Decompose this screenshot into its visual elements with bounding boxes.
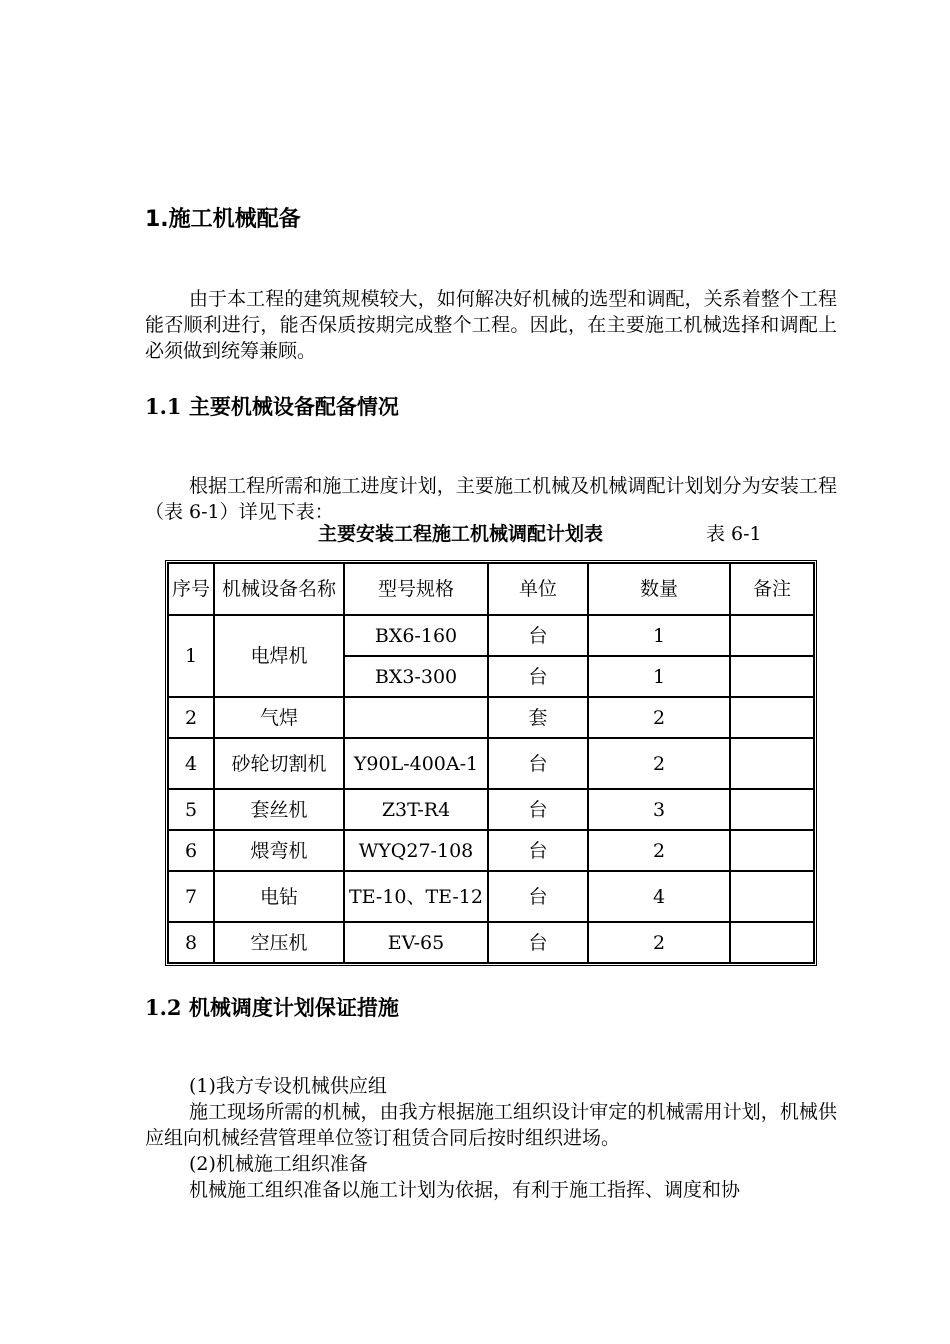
- cell-no: 2: [168, 697, 214, 738]
- cell-model: WYQ27-108: [344, 830, 488, 871]
- cell-note: [730, 871, 814, 922]
- cell-unit: 台: [488, 789, 588, 830]
- cell-qty: 2: [588, 738, 730, 789]
- equipment-table-container: [165, 560, 817, 966]
- cell-name: 空压机: [214, 922, 344, 963]
- table-row: [168, 830, 814, 871]
- table-row: [168, 615, 814, 656]
- section-heading-1-1: 1.1 主要机械设备配备情况: [145, 394, 399, 419]
- cell-no: 5: [168, 789, 214, 830]
- cell-model: BX6-160: [344, 615, 488, 656]
- section-heading-1: 1.施工机械配备: [145, 207, 301, 232]
- cell-qty: 2: [588, 830, 730, 871]
- cell-unit: 台: [488, 656, 588, 697]
- table-row: [168, 789, 814, 830]
- equipment-table: [165, 560, 817, 966]
- item2-title: (2)机械施工组织准备: [189, 1153, 368, 1175]
- cell-name: 套丝机: [214, 789, 344, 830]
- cell-note: [730, 830, 814, 871]
- col-header-no: 序号: [168, 563, 214, 615]
- cell-unit: 台: [488, 922, 588, 963]
- cell-note: [730, 789, 814, 830]
- cell-no: 6: [168, 830, 214, 871]
- cell-model: [344, 697, 488, 738]
- cell-model: TE-10、TE-12: [344, 871, 488, 922]
- cell-qty: 3: [588, 789, 730, 830]
- cell-model: Z3T-R4: [344, 789, 488, 830]
- cell-name: 电钻: [214, 871, 344, 922]
- cell-qty: 2: [588, 922, 730, 963]
- cell-note: [730, 615, 814, 656]
- cell-name: 砂轮切割机: [214, 738, 344, 789]
- item2-paragraph: 机械施工组织准备以施工计划为依据，有利于施工指挥、调度和协: [189, 1179, 741, 1201]
- cell-note: [730, 738, 814, 789]
- cell-name: 气焊: [214, 697, 344, 738]
- item1-title: (1)我方专设机械供应组: [189, 1075, 387, 1097]
- cell-note: [730, 922, 814, 963]
- cell-model: Y90L-400A-1: [344, 738, 488, 789]
- col-header-unit: 单位: [488, 563, 588, 615]
- cell-qty: 1: [588, 656, 730, 697]
- cell-no: 7: [168, 871, 214, 922]
- cell-note: [730, 656, 814, 697]
- cell-unit: 台: [488, 871, 588, 922]
- cell-qty: 2: [588, 697, 730, 738]
- cell-qty: 4: [588, 871, 730, 922]
- col-header-model: 型号规格: [344, 563, 488, 615]
- table-row: [168, 697, 814, 738]
- intro-paragraph: 由于本工程的建筑规模较大，如何解决好机械的选型和调配，关系着整个工程能否顺利进行，能否保质按期完成整个工程。因此，在主要施工机械选择和调配上必须做到统筹兼顾。: [145, 288, 837, 362]
- section-heading-1-2: 1.2 机械调度计划保证措施: [145, 995, 399, 1020]
- table-header-row: [168, 563, 814, 615]
- cell-unit: 套: [488, 697, 588, 738]
- table-title: 主要安装工程施工机械调配计划表: [318, 523, 604, 545]
- col-header-note: 备注: [730, 563, 814, 615]
- cell-name: 电焊机: [214, 615, 344, 697]
- table-intro-paragraph: 根据工程所需和施工进度计划，主要施工机械及机械调配计划划分为安装工程（表 6-1）详见下表：: [145, 475, 837, 523]
- table-row: [168, 738, 814, 789]
- table-number: 表 6-1: [706, 523, 762, 545]
- cell-model: BX3-300: [344, 656, 488, 697]
- cell-no: 1: [168, 615, 214, 697]
- cell-unit: 台: [488, 830, 588, 871]
- cell-no: 4: [168, 738, 214, 789]
- cell-unit: 台: [488, 738, 588, 789]
- cell-name: 煨弯机: [214, 830, 344, 871]
- item1-paragraph: 施工现场所需的机械，由我方根据施工组织设计审定的机械需用计划，机械供应组向机械经营管理单位签订租赁合同后按时组织进场。: [145, 1101, 837, 1149]
- cell-qty: 1: [588, 615, 730, 656]
- col-header-qty: 数量: [588, 563, 730, 615]
- table-row: [168, 871, 814, 922]
- cell-no: 8: [168, 922, 214, 963]
- cell-note: [730, 697, 814, 738]
- table-row: [168, 922, 814, 963]
- cell-model: EV-65: [344, 922, 488, 963]
- col-header-name: 机械设备名称: [214, 563, 344, 615]
- cell-unit: 台: [488, 615, 588, 656]
